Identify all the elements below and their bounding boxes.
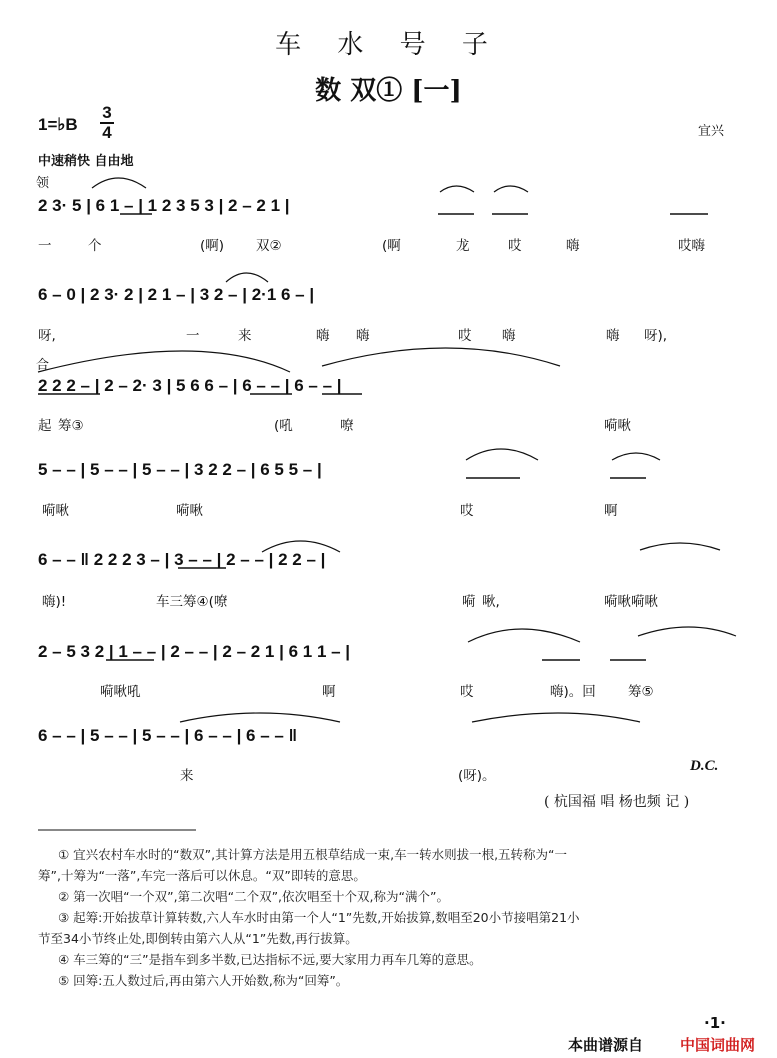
footnote: 节至34小节终止处,即倒转由第六人从“1”先数,再行拔算。: [38, 931, 358, 946]
lyric: 嗬: [462, 594, 476, 610]
lyric: 车三筹④(嘹: [156, 594, 228, 610]
lyric: 哎嗨: [678, 238, 705, 254]
lyric: 嗬啾: [176, 503, 203, 519]
slur: [468, 629, 580, 642]
time-sig-top: 3: [102, 103, 112, 122]
notation-line: 2 3· 5 | 6 1 – | 1 2 3 5 3 | 2 – 2 1 |: [38, 196, 290, 215]
lyric: 嗨)。回: [550, 684, 596, 700]
notation-line: 6 – – | 5 – – | 5 – – | 6 – – | 6 – – ‖: [38, 726, 298, 745]
lyric: 来: [238, 328, 252, 344]
tempo-marking: 中速稍快 自由地: [38, 154, 134, 169]
source-site[interactable]: 中国词曲网: [680, 1036, 756, 1054]
lyric: 嗬啾: [42, 503, 69, 519]
lyric: 嗨: [356, 328, 370, 344]
lyric: 一: [38, 238, 52, 254]
lyric: (啊: [382, 238, 401, 254]
lyric: 嗬啾嗬啾: [604, 594, 658, 610]
da-capo-mark: D.C.: [690, 758, 719, 774]
slur: [466, 449, 538, 460]
page-subtitle: 数 双① [一]: [315, 76, 462, 106]
lyric: 起: [38, 418, 52, 434]
lyric: 嗨: [606, 328, 620, 344]
slur: [92, 178, 146, 188]
lyric: 啊: [604, 503, 618, 519]
lyric: 双②: [256, 238, 282, 254]
slur: [612, 453, 660, 460]
lyric: 哎: [508, 238, 522, 254]
notation-line: 2 – 5 3 2 | 1 – – | 2 – – | 2 – 2 1 | 6 1 1 – |: [38, 642, 351, 661]
lyric: (呀)。: [458, 768, 496, 784]
chorus-part-marker: 合: [36, 358, 50, 373]
lyric: 龙: [456, 238, 470, 254]
lyric: 啾,: [482, 594, 500, 610]
lyric: 啊: [322, 684, 336, 700]
lyric: (吼: [274, 418, 293, 434]
lyric: 呀,: [38, 328, 56, 344]
notation-line: 6 – 0 | 2 3· 2 | 2 1 – | 3 2 – | 2·1 6 – |: [38, 285, 315, 304]
lyric: 嗨: [316, 328, 330, 344]
footnotes: [38, 844, 748, 991]
lyric: 筹③: [58, 418, 84, 434]
lyric: 哎: [458, 328, 472, 344]
lyric: 嗨: [502, 328, 516, 344]
footnote: 筹”,十筹为“一落”,车完一落后可以休息。“双”即转的意思。: [38, 868, 366, 883]
slur: [322, 348, 560, 366]
footnote: ② 第一次唱“一个双”,第二次唱“二个双”,依次唱至十个双,称为“满个”。: [58, 889, 449, 904]
source-label: 本曲谱源自: [568, 1036, 644, 1054]
slur: [640, 543, 720, 550]
lyric: 个: [88, 238, 102, 254]
lead-part-marker: 领: [36, 176, 50, 191]
slur: [226, 273, 268, 282]
slur: [180, 713, 340, 722]
lyric: 哎: [460, 503, 474, 519]
lyric: 筹⑤: [628, 684, 654, 700]
slur: [638, 627, 736, 636]
footnote: ① 宜兴农村车水时的“数双”,其计算方法是用五根草结成一束,车一转水则拔一根,五转称为“一: [58, 847, 568, 862]
lyric: 嗬啾: [604, 418, 631, 434]
time-sig-bottom: 4: [102, 123, 112, 142]
footnote: ⑤ 回筹:五人数过后,再由第六人开始数,称为“回筹”。: [58, 973, 349, 988]
lyric: 嗨)!: [42, 594, 67, 610]
footnote: ④ 车三筹的“三”是指车到多半数,已达指标不远,要大家用力再车几筹的意思。: [58, 952, 482, 967]
origin-label: 宜兴: [698, 124, 725, 139]
slur: [262, 541, 340, 552]
notation-line: 2 2 2 – | 2 – 2· 3 | 5 6 6 – | 6 – – | 6 – – |: [38, 376, 342, 395]
lyric: 呀),: [644, 328, 668, 344]
slur: [494, 186, 528, 192]
notation-line: 6 – – ‖ 2 2 2 3 – | 3 – – | 2 – – | 2 2 – |: [38, 550, 326, 569]
lyric: 一: [186, 328, 200, 344]
slur: [38, 351, 290, 372]
page-number: ·1·: [704, 1014, 726, 1032]
slur: [440, 186, 474, 192]
lyric: (啊): [200, 238, 225, 254]
credit-line: ( 杭国福 唱 杨也频 记 ): [544, 794, 690, 810]
slur: [472, 713, 640, 722]
notation-line: 5 – – | 5 – – | 5 – – | 3 2 2 – | 6 5 5 – |: [38, 460, 322, 479]
lyric: 嗬啾吼: [100, 684, 141, 700]
lyric: 嘹: [340, 418, 354, 434]
lyric: 哎: [460, 684, 474, 700]
footnote: ③ 起筹:开始拔草计算转数,六人车水时由第一个人“1”先数,开始拔算,数唱至20小节接唱第21小: [58, 910, 580, 925]
lyric: 嗨: [566, 238, 580, 254]
lyric: 来: [180, 768, 194, 784]
key-signature: 1=♭B: [38, 115, 78, 134]
page-title: 车 水 号 子: [275, 30, 502, 60]
